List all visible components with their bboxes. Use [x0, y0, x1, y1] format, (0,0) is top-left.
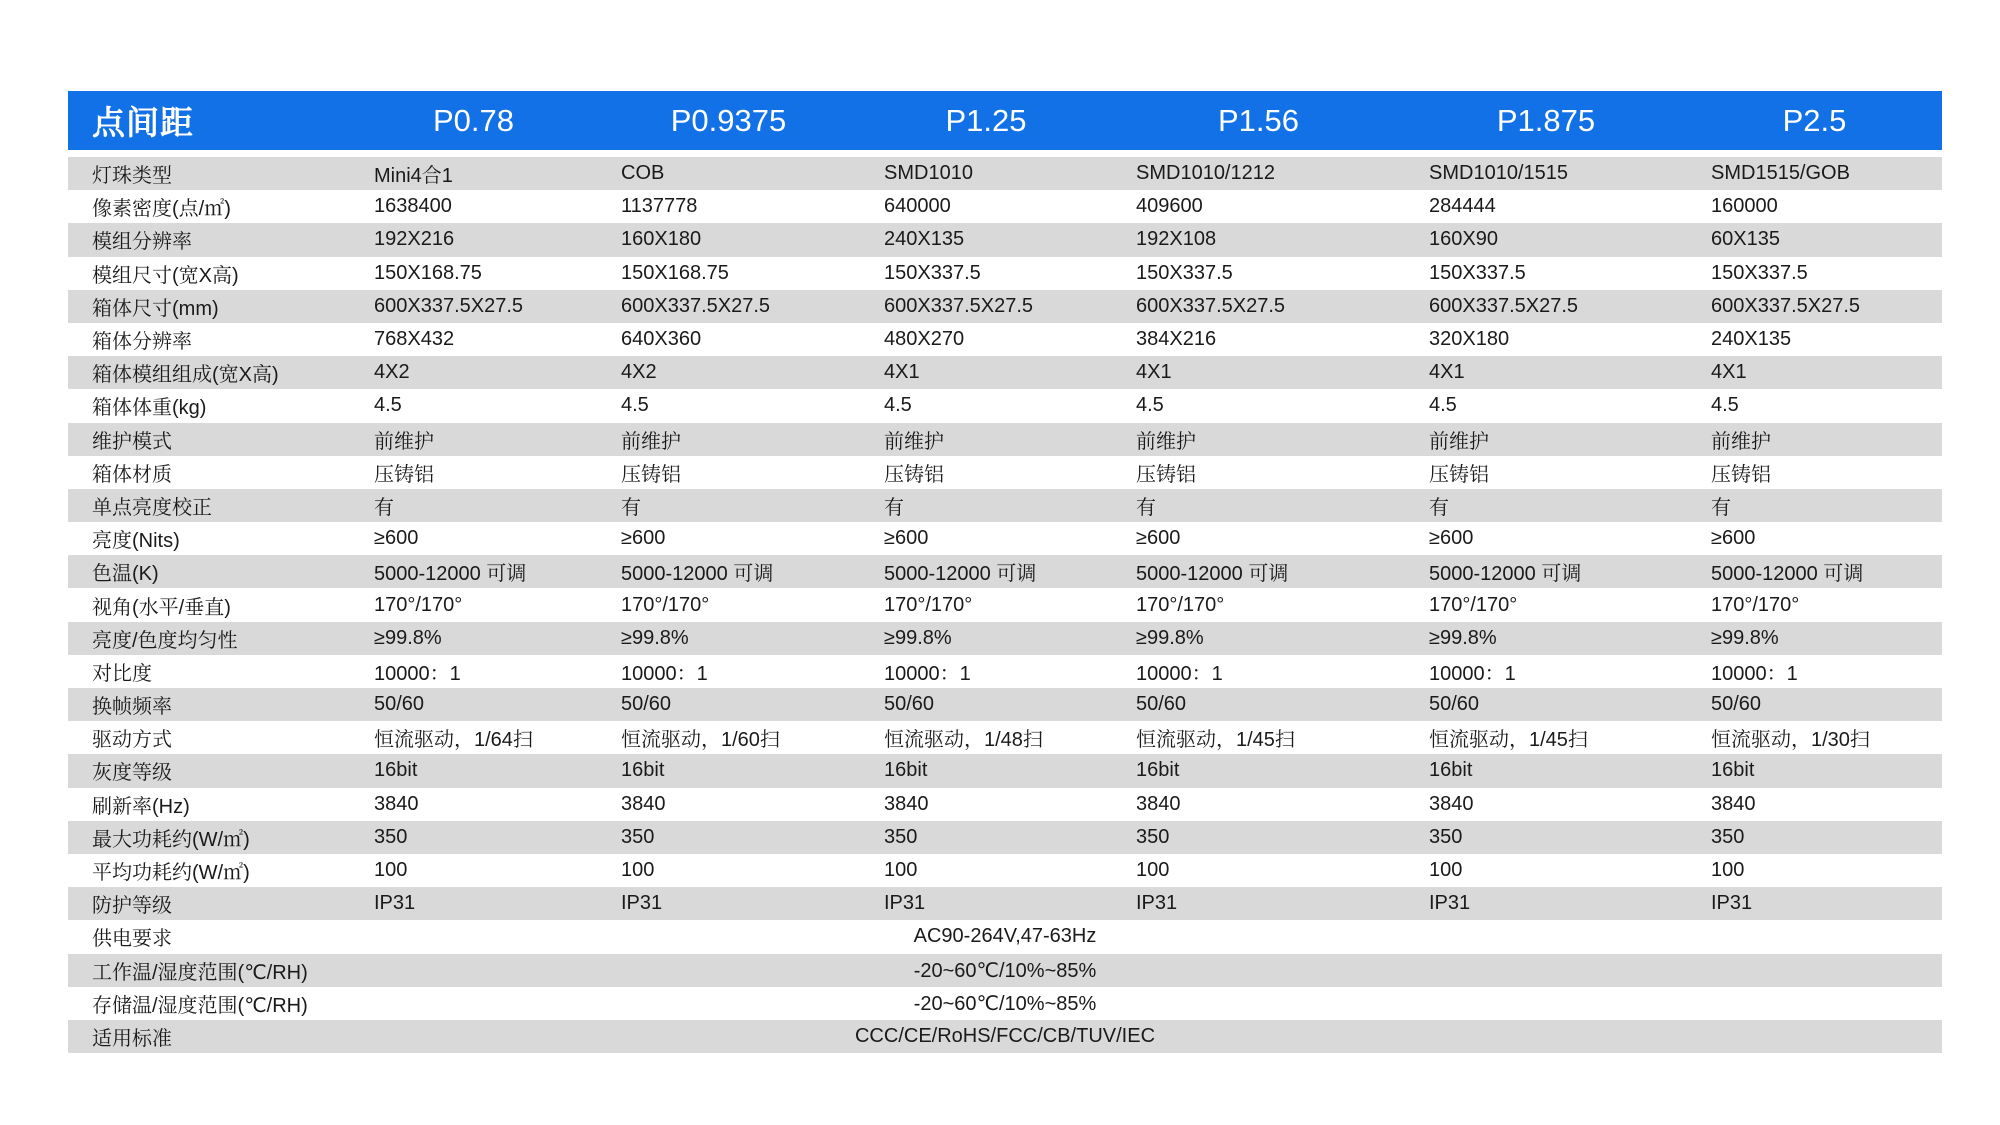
row-value: 16bit	[374, 759, 418, 782]
row-value: 150X337.5	[1711, 261, 1808, 284]
table-row	[68, 754, 1942, 787]
row-value: 4X2	[621, 361, 657, 384]
row-value: ≥99.8%	[1429, 626, 1497, 649]
row-value: 50/60	[374, 693, 425, 716]
table-row	[68, 887, 1942, 920]
table-row	[68, 290, 1942, 323]
row-value: ≥600	[884, 527, 929, 550]
row-label: 色温(K)	[92, 563, 159, 586]
row-label: 箱体模组组成(宽X高)	[92, 364, 279, 387]
row-label: 平均功耗约(W/㎡)	[92, 862, 250, 885]
row-value: 16bit	[1429, 759, 1473, 782]
spec-table-header	[68, 91, 1942, 150]
row-value: 16bit	[1711, 759, 1755, 782]
row-value: 4.5	[1429, 394, 1457, 417]
table-row	[68, 688, 1942, 721]
row-value: 前维护	[884, 430, 944, 453]
row-value: 600X337.5X27.5	[621, 294, 771, 317]
row-value: 170°/170°	[621, 593, 710, 616]
row-value: 240X135	[884, 228, 965, 251]
row-value: 恒流驱动，1/45扫	[1429, 729, 1588, 752]
row-value: 3840	[1711, 792, 1756, 815]
row-value: 有	[621, 496, 641, 519]
row-value: 600X337.5X27.5	[1711, 294, 1861, 317]
row-value: 16bit	[621, 759, 665, 782]
row-value: 768X432	[374, 328, 455, 351]
row-label: 箱体体重(kg)	[92, 397, 207, 420]
row-value: 409600	[1136, 195, 1203, 218]
row-value: ≥99.8%	[374, 626, 442, 649]
row-value: ≥99.8%	[1711, 626, 1779, 649]
row-value: 600X337.5X27.5	[884, 294, 1034, 317]
table-row	[68, 920, 1942, 953]
row-label: 驱动方式	[92, 729, 172, 752]
table-row	[68, 721, 1942, 754]
row-value: 160X90	[1429, 228, 1498, 251]
row-value: 3840	[621, 792, 666, 815]
table-row	[68, 987, 1942, 1020]
row-value: 恒流驱动，1/45扫	[1136, 729, 1295, 752]
row-value: 50/60	[1136, 693, 1187, 716]
spec-table-body	[68, 157, 1942, 1053]
row-value: 4X1	[1711, 361, 1747, 384]
table-row	[68, 555, 1942, 588]
row-value: 有	[374, 496, 394, 519]
table-row	[68, 190, 1942, 223]
table-row	[68, 622, 1942, 655]
row-value: 350	[374, 825, 408, 848]
row-label: 箱体尺寸(mm)	[92, 297, 219, 320]
row-value: ≥600	[374, 527, 419, 550]
table-row	[68, 854, 1942, 887]
row-value: 50/60	[1711, 693, 1762, 716]
row-value: 350	[1429, 825, 1463, 848]
header-cell-4: P1.56	[1217, 102, 1299, 138]
row-value: 100	[1136, 859, 1170, 882]
row-value: 前维护	[374, 430, 434, 453]
row-value: 3840	[374, 792, 419, 815]
row-value: 5000-12000 可调	[374, 563, 527, 586]
row-value: 192X216	[374, 228, 455, 251]
row-value: 前维护	[1429, 430, 1489, 453]
row-value: 640000	[884, 195, 951, 218]
row-value: 3840	[1429, 792, 1474, 815]
row-value: 600X337.5X27.5	[374, 294, 524, 317]
row-value: ≥600	[1429, 527, 1474, 550]
row-value: 160000	[1711, 195, 1778, 218]
pixel-pitch-header-label: 点间距	[92, 104, 194, 141]
row-value: 恒流驱动，1/60扫	[621, 729, 780, 752]
row-label: 适用标准	[92, 1027, 172, 1050]
table-row	[68, 788, 1942, 821]
row-value: 4X1	[884, 361, 920, 384]
row-value: 1638400	[374, 195, 452, 218]
row-value: 170°/170°	[1136, 593, 1225, 616]
row-value: 前维护	[1136, 430, 1196, 453]
row-label: 供电要求	[92, 928, 172, 951]
table-row	[68, 655, 1942, 688]
row-value: 压铸铝	[884, 463, 944, 486]
row-value: SMD1010	[884, 162, 973, 185]
table-row	[68, 389, 1942, 422]
row-value: IP31	[621, 892, 663, 915]
row-span-value: -20~60℃/10%~85%	[913, 992, 1097, 1015]
row-value: 600X337.5X27.5	[1429, 294, 1579, 317]
row-label: 刷新率(Hz)	[92, 795, 190, 818]
row-value: 有	[1429, 496, 1449, 519]
table-row	[68, 257, 1942, 290]
row-value: 50/60	[884, 693, 935, 716]
spec-table	[68, 91, 1942, 1053]
row-value: 10000：1	[884, 662, 971, 685]
row-label: 对比度	[92, 662, 152, 685]
row-value: 压铸铝	[1429, 463, 1489, 486]
table-row	[68, 522, 1942, 555]
row-value: 4.5	[621, 394, 649, 417]
row-value: 600X337.5X27.5	[1136, 294, 1286, 317]
row-span-value: CCC/CE/RoHS/FCC/CB/TUV/IEC	[854, 1024, 1156, 1047]
row-value: 10000：1	[621, 662, 708, 685]
row-value: 4.5	[884, 394, 912, 417]
row-label: 模组分辨率	[92, 231, 192, 254]
row-value: 3840	[1136, 792, 1181, 815]
row-value: 384X216	[1136, 328, 1217, 351]
row-label: 单点亮度校正	[92, 496, 212, 519]
row-value: ≥99.8%	[1136, 626, 1204, 649]
table-row	[68, 157, 1942, 190]
row-value: 350	[884, 825, 918, 848]
row-value: ≥600	[1136, 527, 1181, 550]
row-label: 视角(水平/垂直)	[92, 596, 231, 619]
table-row	[68, 323, 1942, 356]
row-value: 150X337.5	[1136, 261, 1233, 284]
row-value: 160X180	[621, 228, 702, 251]
table-row	[68, 456, 1942, 489]
row-value: 4X1	[1136, 361, 1172, 384]
row-value: 5000-12000 可调	[621, 563, 774, 586]
row-value: 170°/170°	[1429, 593, 1518, 616]
row-label: 换帧频率	[92, 696, 172, 719]
row-value: 恒流驱动，1/64扫	[374, 729, 533, 752]
row-value: IP31	[1136, 892, 1178, 915]
row-value: SMD1515/GOB	[1711, 162, 1850, 185]
row-value: 240X135	[1711, 328, 1792, 351]
row-value: 100	[621, 859, 655, 882]
row-value: 350	[1136, 825, 1170, 848]
row-label: 防护等级	[92, 895, 172, 918]
row-value: 恒流驱动，1/48扫	[884, 729, 1043, 752]
row-value: ≥600	[621, 527, 666, 550]
row-value: 10000：1	[1136, 662, 1223, 685]
row-value: 480X270	[884, 328, 965, 351]
row-value: 10000：1	[1429, 662, 1516, 685]
row-value: ≥600	[1711, 527, 1756, 550]
row-value: 60X135	[1711, 228, 1780, 251]
table-row	[68, 356, 1942, 389]
row-value: 170°/170°	[1711, 593, 1800, 616]
row-value: 170°/170°	[884, 593, 973, 616]
row-value: 压铸铝	[1136, 463, 1196, 486]
row-value: 前维护	[621, 430, 681, 453]
table-row	[68, 489, 1942, 522]
row-value: 150X168.75	[621, 261, 729, 284]
row-label: 维护模式	[92, 430, 172, 453]
row-value: 100	[1429, 859, 1463, 882]
row-value: 320X180	[1429, 328, 1510, 351]
row-value: 压铸铝	[621, 463, 681, 486]
row-label: 最大功耗约(W/㎡)	[92, 828, 250, 851]
row-value: IP31	[884, 892, 926, 915]
row-value: 640X360	[621, 328, 702, 351]
table-row	[68, 1020, 1942, 1053]
row-value: 170°/170°	[374, 593, 463, 616]
row-value: Mini4合1	[374, 165, 453, 188]
row-label: 存储温/湿度范围(℃/RH)	[92, 994, 308, 1017]
row-label: 亮度/色度均匀性	[92, 629, 238, 652]
row-value: IP31	[1429, 892, 1471, 915]
row-label: 工作温/湿度范围(℃/RH)	[92, 961, 308, 984]
row-span-value: -20~60℃/10%~85%	[913, 959, 1097, 982]
row-value: ≥99.8%	[884, 626, 952, 649]
row-value: 350	[1711, 825, 1745, 848]
row-label: 箱体材质	[92, 463, 172, 486]
row-value: SMD1010/1212	[1136, 162, 1275, 185]
row-value: 有	[1136, 496, 1156, 519]
table-row	[68, 954, 1942, 987]
row-value: 5000-12000 可调	[1429, 563, 1582, 586]
row-value: 前维护	[1711, 430, 1771, 453]
row-value: ≥99.8%	[621, 626, 689, 649]
table-row	[68, 821, 1942, 854]
row-value: 16bit	[884, 759, 928, 782]
row-value: COB	[621, 162, 665, 185]
row-value: 10000：1	[1711, 662, 1798, 685]
header-cell-2: P0.9375	[670, 102, 787, 138]
row-span-value: AC90-264V,47-63Hz	[913, 925, 1097, 948]
row-value: 3840	[884, 792, 929, 815]
row-value: 192X108	[1136, 228, 1217, 251]
row-value: SMD1010/1515	[1429, 162, 1568, 185]
row-value: 150X168.75	[374, 261, 482, 284]
row-label: 灯珠类型	[92, 165, 172, 188]
row-value: 10000：1	[374, 662, 461, 685]
row-value: 4.5	[1136, 394, 1164, 417]
row-value: 100	[884, 859, 918, 882]
row-value: 4.5	[1711, 394, 1739, 417]
row-value: IP31	[374, 892, 416, 915]
row-value: 5000-12000 可调	[884, 563, 1037, 586]
row-value: 恒流驱动，1/30扫	[1711, 729, 1870, 752]
row-value: 16bit	[1136, 759, 1180, 782]
header-cell-5: P1.875	[1496, 102, 1596, 138]
header-cell-3: P1.25	[945, 102, 1027, 138]
row-label: 模组尺寸(宽X高)	[92, 264, 239, 287]
row-value: 有	[884, 496, 904, 519]
row-value: 350	[621, 825, 655, 848]
row-value: IP31	[1711, 892, 1753, 915]
row-value: 有	[1711, 496, 1731, 519]
row-value: 150X337.5	[884, 261, 981, 284]
row-value: 100	[1711, 859, 1745, 882]
row-value: 1137778	[621, 195, 698, 218]
row-value: 50/60	[1429, 693, 1480, 716]
row-value: 压铸铝	[1711, 463, 1771, 486]
table-row	[68, 423, 1942, 456]
row-value: 4X1	[1429, 361, 1465, 384]
row-value: 5000-12000 可调	[1711, 563, 1864, 586]
row-value: 5000-12000 可调	[1136, 563, 1289, 586]
header-cell-6: P2.5	[1782, 102, 1847, 138]
header-cell-1: P0.78	[432, 102, 514, 138]
row-value: 4X2	[374, 361, 410, 384]
row-label: 亮度(Nits)	[92, 530, 180, 553]
row-value: 压铸铝	[374, 463, 434, 486]
row-value: 50/60	[621, 693, 672, 716]
row-label: 像素密度(点/㎡)	[92, 198, 231, 221]
row-value: 100	[374, 859, 408, 882]
row-value: 284444	[1429, 195, 1496, 218]
table-row	[68, 588, 1942, 621]
row-label: 箱体分辨率	[92, 331, 192, 354]
row-label: 灰度等级	[92, 762, 172, 785]
row-value: 4.5	[374, 394, 402, 417]
table-row	[68, 223, 1942, 256]
row-value: 150X337.5	[1429, 261, 1526, 284]
